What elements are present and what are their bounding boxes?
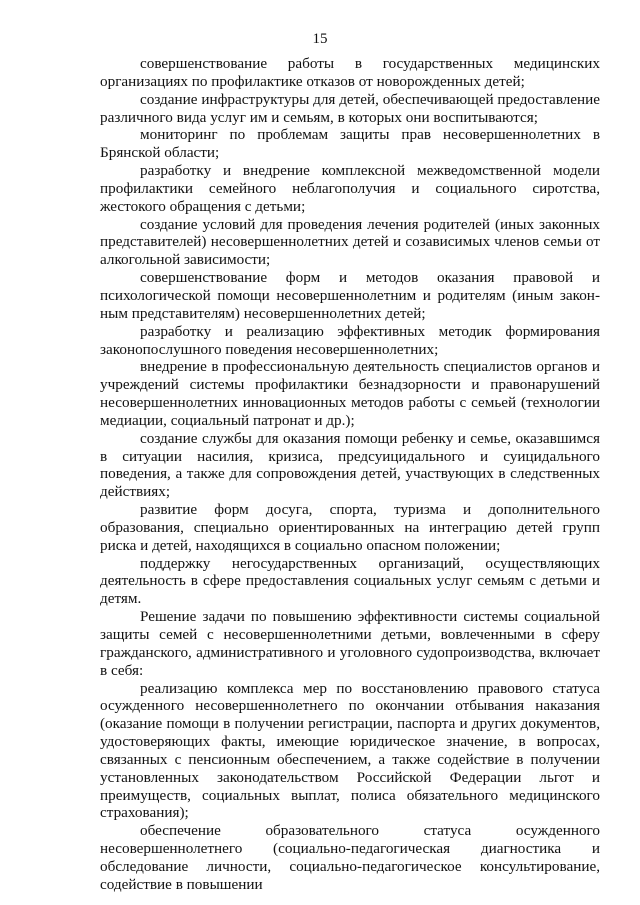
paragraph: внедрение в профессиональную деятельность специалистов органов и учреждений системы профилактики безнадзорности и правонарушений несовершеннолетних инновационных методов работы с семьей (технологии медиации, социальный патронат и др.); [100,358,600,429]
paragraph: поддержку негосударственных организаций, осуществляющих деятельность в сфере предоставления социальных услуг семьям с детьми и детям. [100,554,600,608]
paragraph: разработку и внедрение комплексной межведомственной модели профилактики семейного неблагополучия и социального сиротства, жестокого обращения с детьми; [100,162,600,215]
paragraph: создание службы для оказания помощи ребенку и семье, оказавшимся в ситуации насилия, кризиса, предсуицидального и суицидального поведения, а также для сопровождения детей, участвующих в следственных действиях; [100,429,600,501]
paragraph: обеспечение образовательного статуса осужденного несовершеннолетнего (социально-педагогическая диагностика и обследование личности, социально-педагогическое консультирование, содействие в повышении [100,822,600,893]
page-number: 15 [312,31,328,47]
document-body [100,55,600,894]
paragraph: мониторинг по проблемам защиты прав несовершеннолетних в Брянской области; [100,126,600,162]
paragraph: Решение задачи по повышению эффективности системы социальной защиты семей с несовершеннолетними детьми, вовлеченными в сферу гражданского, административного и уголовного судопроизводства, включает в себя: [100,608,600,679]
paragraph: развитие форм досуга, спорта, туризма и дополнительного образования, специально ориентированных на интеграцию детей групп риска и детей, находящихся в социально опасном положении; [100,501,600,554]
paragraph: разработку и реализацию эффективных методик формирования законопослушного поведения несовершеннолетних; [100,322,600,358]
paragraph: совершенствование работы в государственных медицинских организациях по профилактике отказов от новорожденных детей; [100,55,600,90]
paragraph: совершенствование форм и методов оказания правовой и психологической помощи несовершеннолетним и родителям (иным законным представителям) несовершеннолетних детей; [100,269,600,322]
paragraph: создание условий для проведения лечения родителей (иных законных представителей) несовершеннолетних детей и созависимых членов семьи от алкогольной зависимости; [100,215,600,269]
paragraph: создание инфраструктуры для детей, обеспечивающей предоставление различного вида услуг им и семьям, в которых они воспитываются; [100,90,600,126]
paragraph: реализацию комплекса мер по восстановлению правового статуса осужденного несовершеннолетнего по окончании отбывания наказания (оказание помощи в получении регистрации, паспорта и других документов, удостоверяющих факты, имеющие юридическое значение, в вопросах, связанных с пенсионным обеспечением, а также содействие в получении установленных законодательством Российской Федерации льгот и преимуществ, социальных выплат, полиса обязательного медицинского страхования); [100,679,600,822]
